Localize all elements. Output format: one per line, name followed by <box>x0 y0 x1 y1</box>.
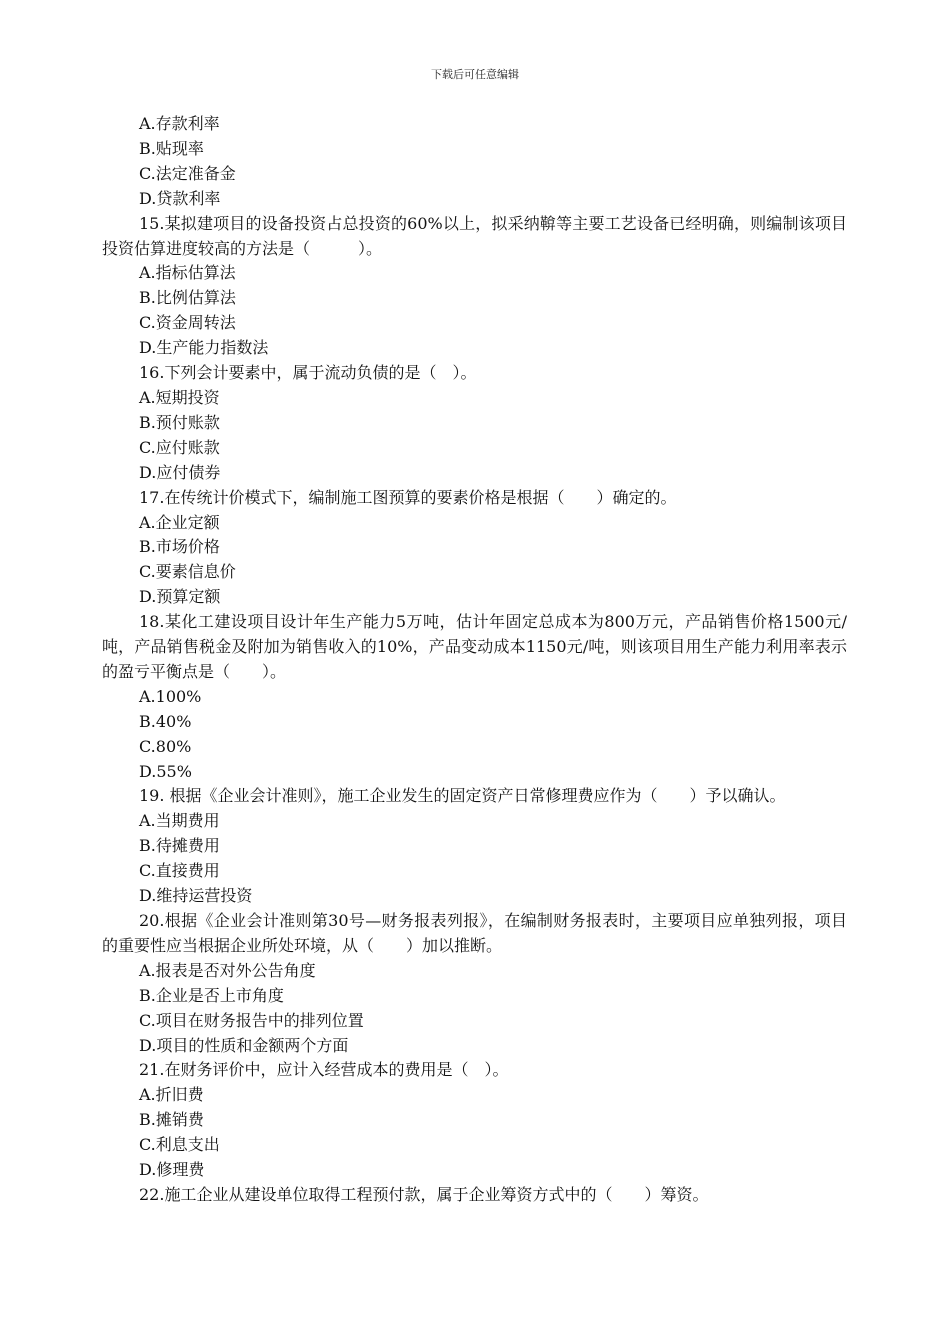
option: C.项目在财务报告中的排列位置 <box>139 1010 364 1030</box>
option: D.贷款利率 <box>139 188 221 208</box>
question-22 <box>102 1183 847 1208</box>
option: A.折旧费 <box>139 1085 204 1105</box>
option: C.法定准备金 <box>139 163 236 183</box>
page-header: 下载后可任意编辑 <box>431 68 519 81</box>
option: C.利息支出 <box>139 1135 220 1155</box>
option: C.直接费用 <box>139 861 220 881</box>
option: B.摊销费 <box>139 1110 204 1130</box>
option: B.比例估算法 <box>139 288 236 308</box>
option: D.维持运营投资 <box>139 886 253 906</box>
option: D.55% <box>139 761 192 781</box>
option: B.待摊费用 <box>139 836 220 856</box>
question-text: 22.施工企业从建设单位取得工程预付款，属于企业筹资方式中的（ ）筹资。 <box>139 1184 709 1204</box>
option: C.80% <box>139 736 192 756</box>
question-text: 21.在财务评价中，应计入经营成本的费用是（ ）。 <box>139 1060 509 1080</box>
question-20 <box>102 909 847 1058</box>
option: D.修理费 <box>139 1160 205 1180</box>
question-text: 17.在传统计价模式下，编制施工图预算的要素价格是根据（ ）确定的。 <box>139 487 677 507</box>
question-text: 20.根据《企业会计准则第30号—财务报表列报》，在编制财务报表时，主要项目应单独列报，项目的重要性应当根据企业所处环境，从（ ）加以推断。 <box>102 911 847 955</box>
question-text: 16.下列会计要素中，属于流动负债的是（ ）。 <box>139 363 477 383</box>
option: B.企业是否上市角度 <box>139 985 284 1005</box>
option: D.预算定额 <box>139 587 221 607</box>
option: B.40% <box>139 711 192 731</box>
option: B.预付账款 <box>139 412 220 432</box>
question-17 <box>102 486 847 611</box>
question-19 <box>102 784 847 909</box>
option: B.市场价格 <box>139 537 220 557</box>
option: D.应付债券 <box>139 462 221 482</box>
option: B.贴现率 <box>139 138 204 158</box>
option: D.项目的性质和金额两个方面 <box>139 1035 349 1055</box>
question-text: 19. 根据《企业会计准则》，施工企业发生的固定资产日常修理费应作为（ ）予以确认。 <box>139 786 786 806</box>
option: A.短期投资 <box>139 387 220 407</box>
option: C.资金周转法 <box>139 313 236 333</box>
option: C.要素信息价 <box>139 562 236 582</box>
option: A.100% <box>139 686 202 706</box>
option: A.企业定额 <box>139 512 220 532</box>
question-15 <box>102 212 847 361</box>
question-text: 15.某拟建项目的设备投资占总投资的60%以上，拟采纳鞥等主要工艺设备已经明确，则编制该项目投资估算进度较高的方法是（ ）。 <box>102 213 847 258</box>
option: A.指标估算法 <box>139 263 236 283</box>
question-16 <box>102 361 847 486</box>
question-text: 18.某化工建设项目设计年生产能力5万吨，估计年固定总成本为800万元，产品销售价格1500元/吨，产品销售税金及附加为销售收入的10%，产品变动成本1150元/吨，则该项目用生产能力利用率表示的盈亏平衡点是（ ）。 <box>102 612 847 681</box>
document-body <box>102 112 847 1208</box>
option: D.生产能力指数法 <box>139 338 269 358</box>
question-18 <box>102 610 847 784</box>
option-list <box>102 112 847 212</box>
option: A.存款利率 <box>139 114 220 133</box>
question-21 <box>102 1058 847 1183</box>
option: A.当期费用 <box>139 811 220 831</box>
option: C.应付账款 <box>139 437 220 457</box>
option: A.报表是否对外公告角度 <box>139 960 316 980</box>
